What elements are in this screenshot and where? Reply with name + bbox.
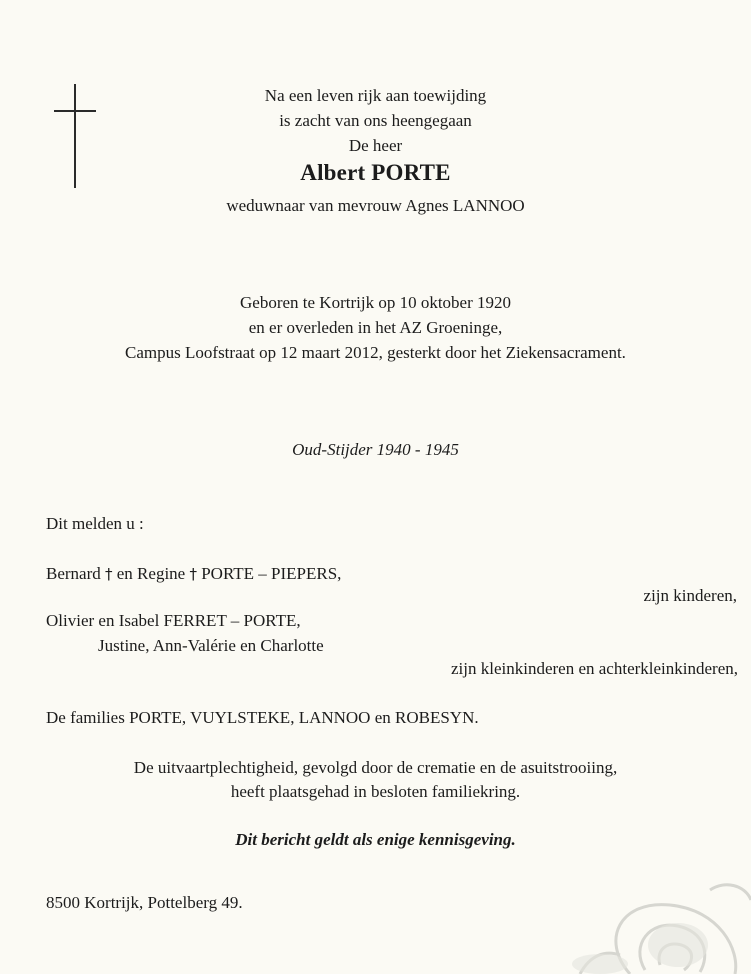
funeral-line-2: heeft plaatsgehad in besloten familiekring. — [230, 782, 521, 801]
grandchildren-label: zijn kleinkinderen en achterkleinkinderen, — [451, 659, 738, 678]
funeral-line-1: De uitvaartplechtigheid, gevolgd door de crematie en de asuitstrooiing, — [133, 758, 618, 777]
intro-line-1: Na een leven rijk aan toewijding — [264, 86, 487, 105]
spouse-line: weduwnaar van mevrouw Agnes LANNOO — [226, 196, 525, 215]
birth-line-2: en er overleden in het AZ Groeninge, — [248, 318, 503, 337]
grandchildren-line-1: Olivier en Isabel FERRET – PORTE, — [46, 611, 301, 630]
grandchildren-line-2: Justine, Ann-Valérie en Charlotte — [98, 636, 324, 655]
intro-line-2: is zacht van ons heengegaan — [279, 111, 472, 130]
notice-line: Dit bericht geldt als enige kennisgeving. — [235, 830, 516, 849]
families-line: De families PORTE, VUYLSTEKE, LANNOO en ROBESYN. — [46, 708, 479, 727]
dagger-icon: † — [105, 565, 113, 583]
intro-line-3: De heer — [348, 136, 403, 155]
rose-decoration-icon — [560, 860, 751, 974]
address-line: 8500 Kortrijk, Pottelberg 49. — [46, 893, 243, 912]
birth-line-3: Campus Loofstraat op 12 maart 2012, gesterkt door het Ziekensacrament. — [125, 343, 626, 362]
veteran-line: Oud-Stijder 1940 - 1945 — [292, 440, 459, 459]
dagger-icon: † — [189, 565, 197, 583]
child-surname: PORTE – PIEPERS, — [201, 564, 342, 583]
birth-line-1: Geboren te Kortrijk op 10 oktober 1920 — [240, 293, 511, 312]
child-name-1: Bernard — [46, 564, 101, 583]
deceased-name: Albert PORTE — [300, 160, 451, 185]
child-name-2: en Regine — [116, 564, 186, 583]
children-label: zijn kinderen, — [643, 586, 737, 605]
announce-line: Dit melden u : — [46, 514, 144, 533]
children-line — [46, 564, 341, 584]
